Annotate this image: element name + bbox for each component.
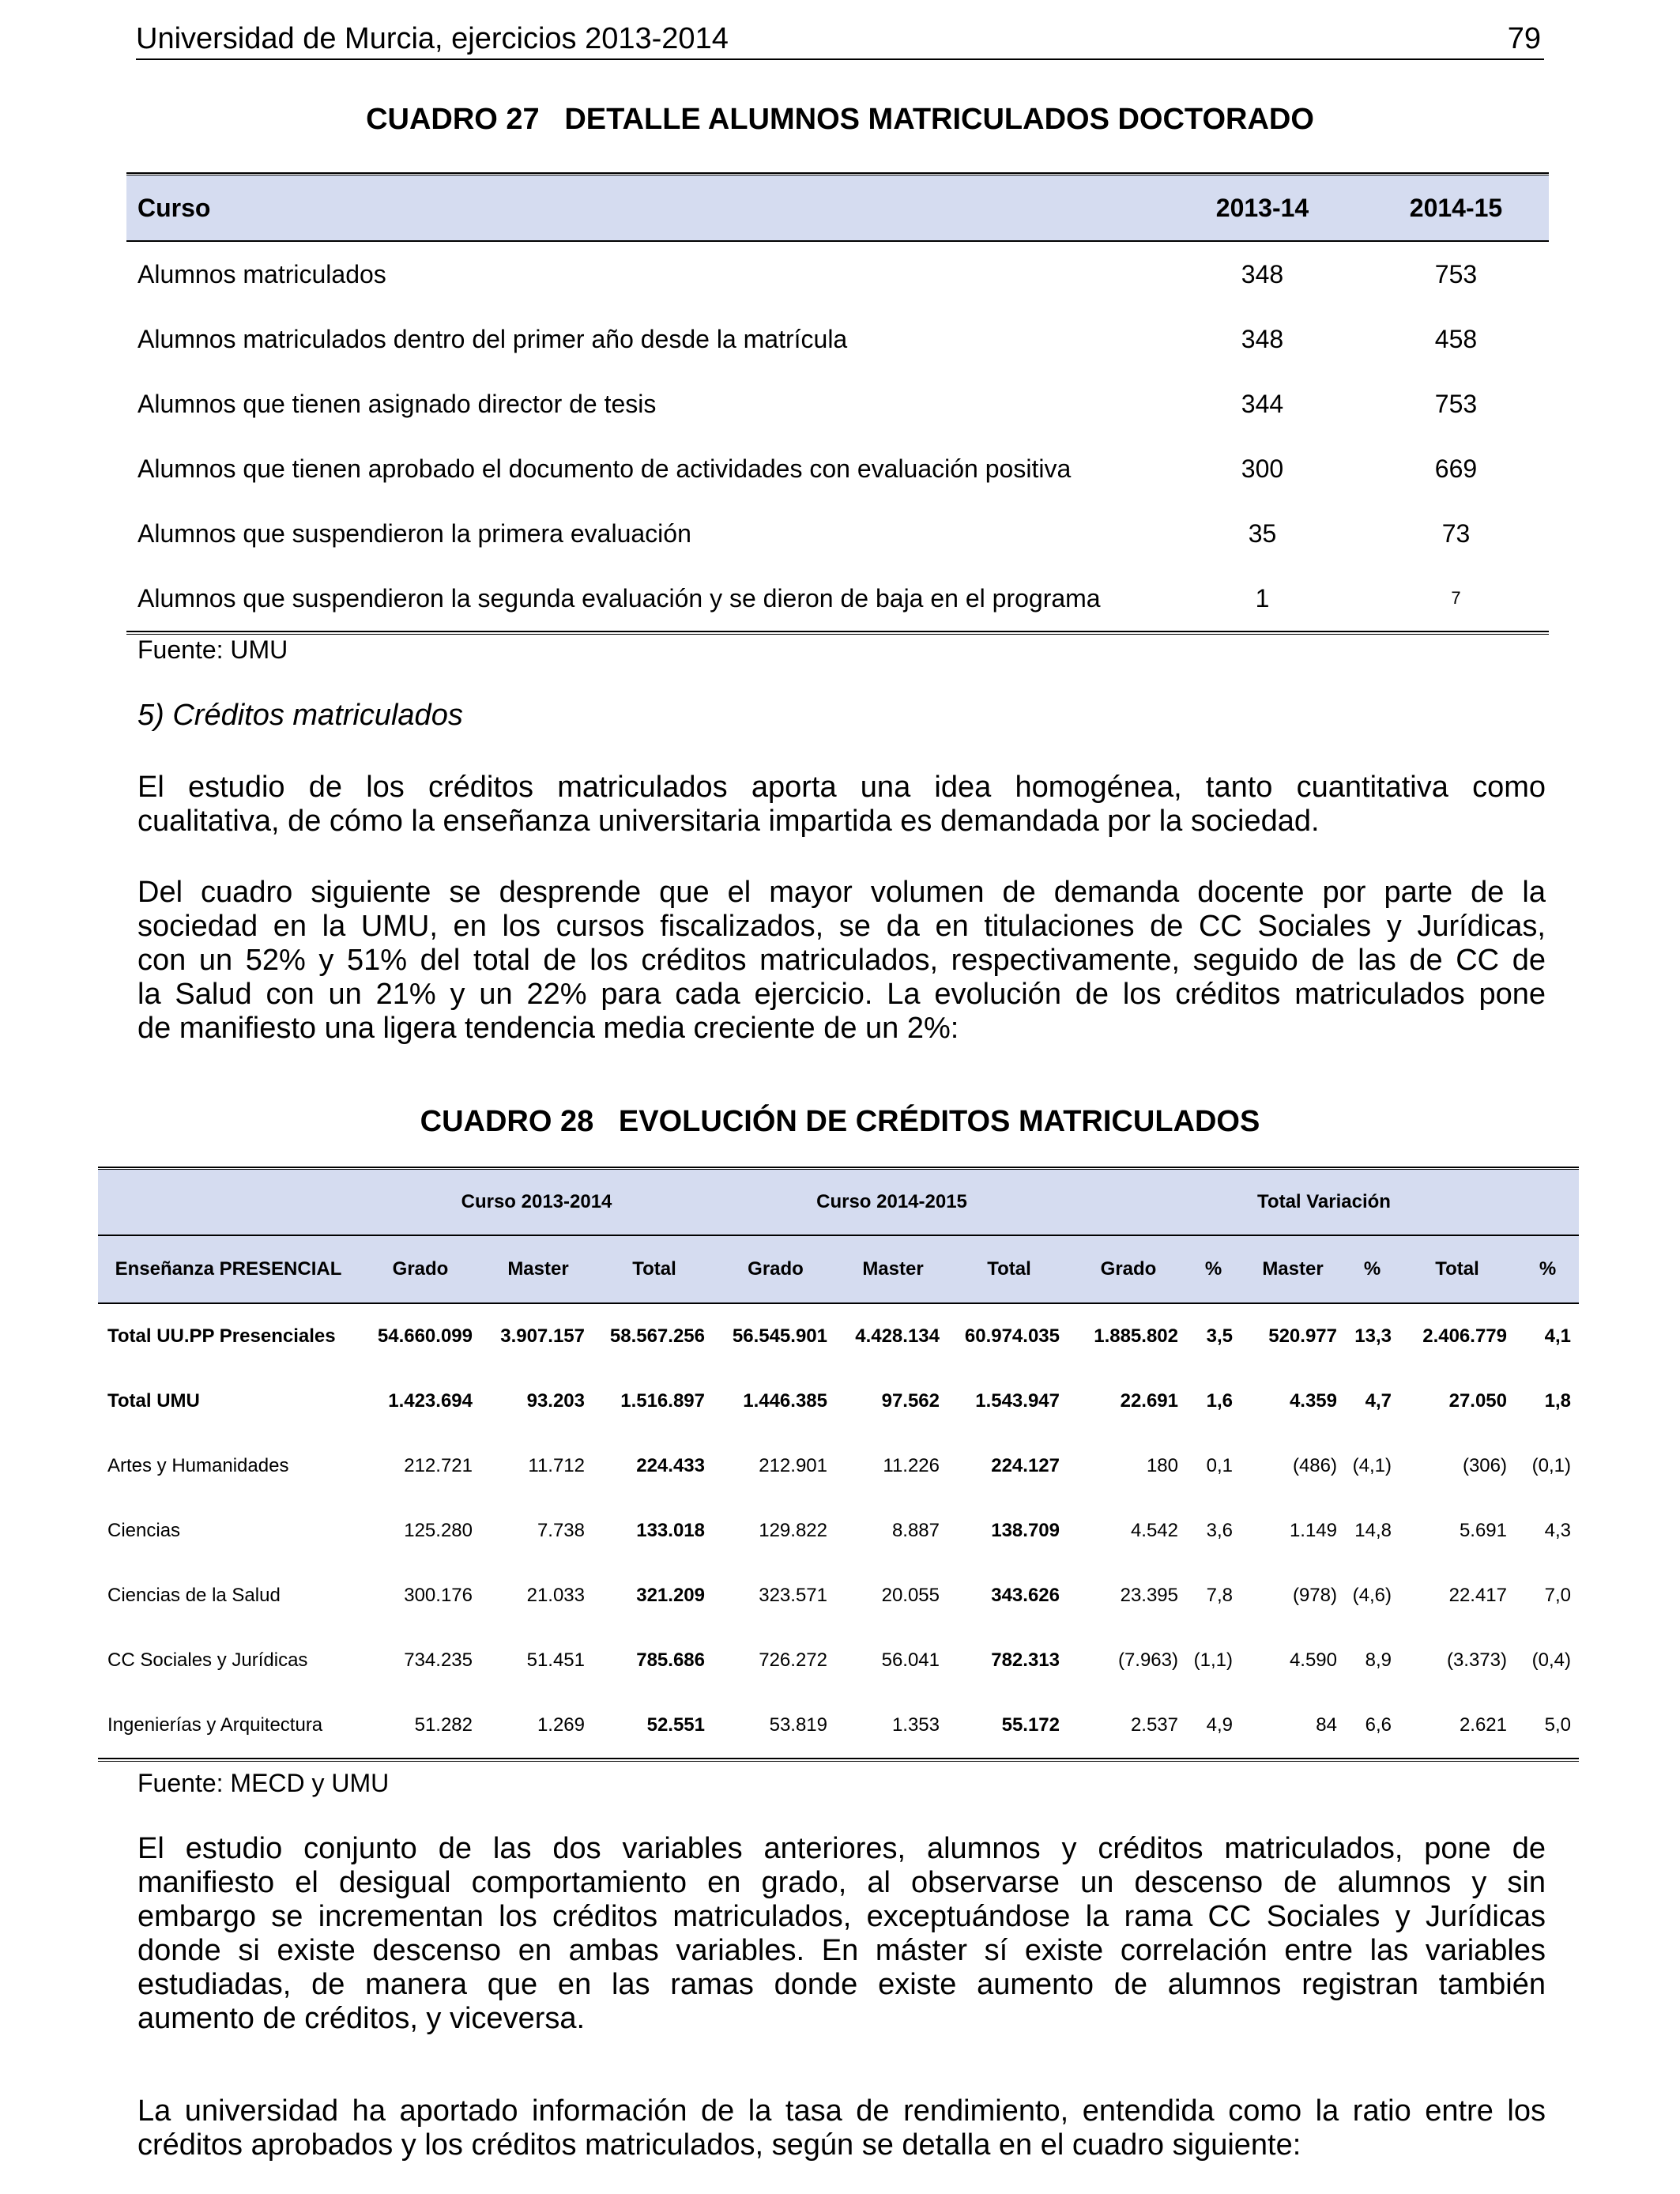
paragraph-3	[137, 1832, 1546, 2036]
cell-value: 1.423.694	[388, 1390, 473, 1412]
text-line: La universidad ha aportado información de la tasa de rendimiento, entendida como la ratio entre los	[137, 2094, 1546, 2128]
row-label: Alumnos que tienen aprobado el documento de actividades con evaluación positiva	[137, 454, 1072, 483]
cell-value: 138.709	[991, 1520, 1060, 1541]
table-row	[98, 1628, 1579, 1693]
row-label: Artes y Humanidades	[107, 1455, 289, 1476]
col-percent: %	[1539, 1258, 1557, 1280]
table27-source: Fuente: UMU	[137, 635, 288, 664]
col-percent: %	[1204, 1258, 1222, 1280]
table-row	[98, 1369, 1579, 1434]
text-line: estudiadas, de manera que en las ramas donde existe aumento de alumnos registran también	[137, 1968, 1546, 2001]
row-label: Ingenierías y Arquitectura	[107, 1714, 323, 1736]
cell-value: 212.721	[404, 1455, 473, 1476]
table-row	[126, 371, 1549, 436]
cell-value: 60.974.035	[964, 1325, 1060, 1347]
cell-value: (0,1)	[1531, 1455, 1571, 1476]
table27-header-row	[126, 175, 1549, 242]
cell-value: (306)	[1462, 1455, 1507, 1476]
cell-value: 7,0	[1544, 1585, 1571, 1606]
text-line: El estudio de los créditos matriculados aporta una idea homogénea, tanto cuantitativa como	[137, 771, 1546, 804]
cell-value: 321.209	[636, 1585, 705, 1606]
text-line: de manifiesto una ligera tendencia media creciente de un 2%:	[137, 1012, 959, 1045]
cell-value: 344	[1241, 389, 1284, 418]
col-master: Master	[862, 1258, 924, 1280]
table-row	[126, 242, 1549, 307]
table27-col-2014: 2014-15	[1409, 193, 1503, 222]
cell-value: 55.172	[1001, 1714, 1060, 1736]
cell-value: 4.542	[1130, 1520, 1178, 1541]
cell-value: 56.545.901	[732, 1325, 827, 1347]
table28-bottom-rule	[98, 1758, 1579, 1762]
cell-value: 53.819	[769, 1714, 827, 1736]
cell-value: 348	[1241, 324, 1284, 353]
cell-value: 224.433	[636, 1455, 705, 1476]
col-percent: %	[1363, 1258, 1381, 1280]
row-label: Alumnos que suspendieron la primera evaluación	[137, 518, 691, 548]
text-line: Del cuadro siguiente se desprende que el mayor volumen de demanda docente por parte de la	[137, 876, 1546, 909]
paragraph-4	[137, 2094, 1546, 2162]
col-grado: Grado	[1100, 1258, 1157, 1280]
cell-value: 669	[1434, 454, 1478, 483]
cell-value: 58.567.256	[609, 1325, 705, 1347]
cell-value: 1	[1255, 583, 1270, 613]
cell-value: 7.738	[537, 1520, 585, 1541]
col-total: Total	[1435, 1258, 1479, 1280]
row-label: Alumnos matriculados dentro del primer año desde la matrícula	[137, 324, 848, 353]
cell-value: 300.176	[404, 1585, 473, 1606]
cell-value: 35	[1248, 518, 1277, 548]
row-label: Alumnos que suspendieron la segunda evaluación y se dieron de baja en el programa	[137, 583, 1101, 613]
cell-value: (1,1)	[1193, 1649, 1233, 1671]
cell-value: 4.359	[1289, 1390, 1337, 1412]
table28	[98, 1167, 1579, 1762]
cell-value: 753	[1434, 389, 1478, 418]
cell-value: (4,6)	[1352, 1585, 1392, 1606]
group-2014-2015: Curso 2014-2015	[816, 1191, 967, 1212]
cell-value: (4,1)	[1352, 1455, 1392, 1476]
cell-value: 4.590	[1289, 1649, 1337, 1671]
cell-value: 84	[1316, 1714, 1337, 1736]
cell-value: 300	[1241, 454, 1284, 483]
cell-value: 2.621	[1459, 1714, 1507, 1736]
cell-value: 52.551	[646, 1714, 705, 1736]
cell-value: 27.050	[1448, 1390, 1507, 1412]
cell-value: 0,1	[1206, 1455, 1233, 1476]
row-label: Alumnos que tienen asignado director de tesis	[137, 389, 657, 418]
cell-value: 785.686	[636, 1649, 705, 1671]
cell-value: (486)	[1292, 1455, 1337, 1476]
row-label: Total UMU	[107, 1390, 200, 1412]
cell-value: 125.280	[404, 1520, 473, 1541]
running-header	[136, 19, 1544, 60]
cell-value: 20.055	[881, 1585, 940, 1606]
cell-value: 1.885.802	[1094, 1325, 1178, 1347]
table28-title: CUADRO 28 EVOLUCIÓN DE CRÉDITOS MATRICULADOS	[420, 1105, 1260, 1138]
text-line: créditos aprobados y los créditos matriculados, según se detalla en el cuadro siguiente:	[137, 2128, 1301, 2162]
cell-value: 180	[1146, 1455, 1178, 1476]
table-row	[126, 566, 1549, 631]
cell-value: 51.451	[526, 1649, 585, 1671]
cell-value: 753	[1434, 259, 1478, 288]
cell-value: 5,0	[1544, 1714, 1571, 1736]
cell-value: 7,8	[1206, 1585, 1233, 1606]
cell-value: 5.691	[1459, 1520, 1507, 1541]
cell-value: 3,5	[1206, 1325, 1233, 1347]
cell-value: 14,8	[1354, 1520, 1392, 1541]
table27-bottom-rule	[126, 631, 1549, 635]
text-line: con un 52% y 51% del total de los créditos matriculados, respectivamente, seguido de las de CC de	[137, 944, 1546, 977]
cell-value: 97.562	[881, 1390, 940, 1412]
cell-value: 1.353	[891, 1714, 940, 1736]
cell-value: 51.282	[414, 1714, 473, 1736]
cell-value: 23.395	[1120, 1585, 1178, 1606]
cell-value: 2.537	[1130, 1714, 1178, 1736]
table-row	[98, 1498, 1579, 1563]
cell-value: 8,9	[1365, 1649, 1392, 1671]
cell-value: 7	[1451, 588, 1461, 608]
cell-value: 1,6	[1206, 1390, 1233, 1412]
cell-value: 726.272	[759, 1649, 827, 1671]
cell-value: (0,4)	[1531, 1649, 1571, 1671]
cell-value: 348	[1241, 259, 1284, 288]
cell-value: 782.313	[991, 1649, 1060, 1671]
cell-value: 56.041	[881, 1649, 940, 1671]
text-line: donde si existe descenso en ambas variables. En máster sí existe correlación entre las variables	[137, 1934, 1546, 1967]
row-label: Total UU.PP Presenciales	[107, 1325, 336, 1347]
table-row	[126, 501, 1549, 566]
group-2013-2014: Curso 2013-2014	[461, 1191, 612, 1212]
table-row	[126, 436, 1549, 501]
text-line: cualitativa, de cómo la enseñanza universitaria impartida es demandada por la sociedad.	[137, 805, 1320, 838]
cell-value: 54.660.099	[377, 1325, 473, 1347]
cell-value: 22.691	[1120, 1390, 1178, 1412]
cell-value: 4.428.134	[855, 1325, 940, 1347]
cell-value: 734.235	[404, 1649, 473, 1671]
table-row	[126, 307, 1549, 371]
table28-column-header	[98, 1236, 1579, 1304]
cell-value: 1.269	[537, 1714, 585, 1736]
cell-value: 1,8	[1544, 1390, 1571, 1412]
cell-value: 1.516.897	[620, 1390, 705, 1412]
col-ensenanza: Enseñanza PRESENCIAL	[115, 1258, 342, 1280]
col-grado: Grado	[392, 1258, 449, 1280]
cell-value: 129.822	[759, 1520, 827, 1541]
cell-value: 224.127	[991, 1455, 1060, 1476]
group-total-variacion: Total Variación	[1257, 1191, 1391, 1212]
cell-value: 4,3	[1544, 1520, 1571, 1541]
cell-value: 93.203	[526, 1390, 585, 1412]
cell-value: 21.033	[526, 1585, 585, 1606]
cell-value: 2.406.779	[1422, 1325, 1507, 1347]
table-row	[98, 1693, 1579, 1758]
col-grado: Grado	[748, 1258, 804, 1280]
cell-value: 323.571	[759, 1585, 827, 1606]
text-line: embargo se incrementan los créditos matriculados, exceptuándose la rama CC Sociales y Jurídicas	[137, 1900, 1546, 1933]
page-number: 79	[1507, 22, 1541, 55]
cell-value: 6,6	[1365, 1714, 1392, 1736]
cell-value: 3.907.157	[500, 1325, 585, 1347]
cell-value: 22.417	[1448, 1585, 1507, 1606]
row-label: Ciencias	[107, 1520, 181, 1541]
row-label: Ciencias de la Salud	[107, 1585, 281, 1606]
row-label: Alumnos matriculados	[137, 259, 386, 288]
cell-value: 1.543.947	[975, 1390, 1060, 1412]
text-line: sociedad en la UMU, en los cursos fiscalizados, se da en titulaciones de CC Sociales y Jurídicas,	[137, 910, 1546, 943]
table-row	[98, 1563, 1579, 1628]
cell-value: 4,1	[1544, 1325, 1571, 1347]
text-line: la Salud con un 21% y un 22% para cada ejercicio. La evolución de los créditos matriculados pone	[137, 978, 1546, 1011]
table28-source: Fuente: MECD y UMU	[137, 1769, 390, 1797]
cell-value: 520.977	[1268, 1325, 1337, 1347]
paragraph-2	[137, 876, 1546, 1046]
col-master: Master	[507, 1258, 569, 1280]
cell-value: 73	[1441, 518, 1471, 548]
paragraph-1	[137, 771, 1546, 839]
table27-title: CUADRO 27 DETALLE ALUMNOS MATRICULADOS DOCTORADO	[366, 103, 1314, 136]
cell-value: 343.626	[991, 1585, 1060, 1606]
table27	[126, 172, 1549, 635]
cell-value: 8.887	[891, 1520, 940, 1541]
section-heading: 5) Créditos matriculados	[137, 699, 463, 732]
cell-value: 11.226	[883, 1455, 940, 1476]
col-total: Total	[987, 1258, 1031, 1280]
cell-value: 4,7	[1365, 1390, 1392, 1412]
text-line: aumento de créditos, y viceversa.	[137, 2002, 586, 2035]
cell-value: (3.373)	[1446, 1649, 1507, 1671]
table28-group-header	[98, 1170, 1579, 1236]
table27-col-2013: 2013-14	[1215, 193, 1309, 222]
table27-col-curso: Curso	[137, 193, 211, 222]
col-master: Master	[1262, 1258, 1324, 1280]
col-total: Total	[632, 1258, 676, 1280]
header-title: Universidad de Murcia, ejercicios 2013-2014	[136, 22, 729, 55]
cell-value: 1.446.385	[743, 1390, 827, 1412]
cell-value: (7.963)	[1117, 1649, 1178, 1671]
text-line: manifiesto el desigual comportamiento en grado, al observarse un descenso de alumnos y sin	[137, 1866, 1546, 1899]
cell-value: 11.712	[528, 1455, 585, 1476]
cell-value: 458	[1434, 324, 1478, 353]
cell-value: 4,9	[1206, 1714, 1233, 1736]
cell-value: 1.149	[1289, 1520, 1337, 1541]
table-row	[98, 1434, 1579, 1498]
cell-value: 3,6	[1206, 1520, 1233, 1541]
cell-value: 13,3	[1354, 1325, 1392, 1347]
cell-value: (978)	[1292, 1585, 1337, 1606]
cell-value: 212.901	[759, 1455, 827, 1476]
cell-value: 133.018	[636, 1520, 705, 1541]
row-label: CC Sociales y Jurídicas	[107, 1649, 308, 1671]
table-row	[98, 1304, 1579, 1369]
text-line: El estudio conjunto de las dos variables anteriores, alumnos y créditos matriculados, pone de	[137, 1832, 1546, 1865]
